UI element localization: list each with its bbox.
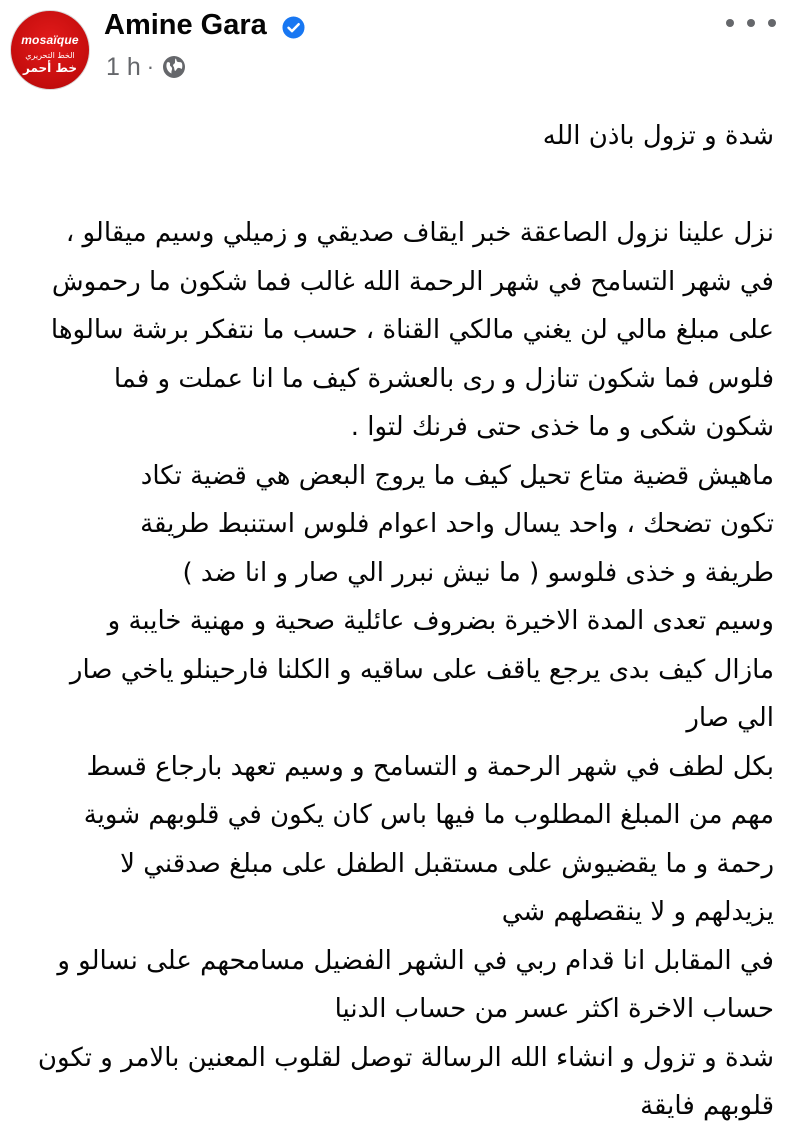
avatar-brand-logo: mosaïque: [21, 33, 79, 47]
verified-badge-icon: [282, 16, 305, 39]
avatar-tagline-bold: خط أحمر: [23, 61, 77, 75]
post-line: يزيدلهم و لا ينقصلهم شي: [501, 897, 774, 927]
post-line: طريفة و خذى فلوسو ( ما نيش نبرر الي صار و انا ضد ): [182, 557, 774, 588]
post-line: تكون تضحك ، واحد يسال واحد اعوام فلوس استنبط طريقة: [140, 509, 774, 539]
post-meta: [106, 52, 186, 82]
more-options-button[interactable]: [726, 8, 776, 38]
post-line: نزل علينا نزول الصاعقة خبر ايقاف صديقي و زميلي وسيم ميقالو ،: [65, 218, 774, 248]
avatar-tagline: الخط التحريري: [25, 51, 75, 60]
post-line: في شهر التسامح في شهر الرحمة الله غالب فما شكون ما رحموش: [51, 266, 774, 297]
post-line: الي صار: [686, 703, 774, 733]
post-line: وسيم تعدى المدة الاخيرة بضروف عائلية صحية و مهنية خايبة و: [107, 606, 774, 636]
post-title: شدة و تزول باذن الله: [542, 121, 774, 151]
post-line: مازال كيف بدى يرجع ياقف على ساقيه و الكلنا فارحينلو ياخي صار: [69, 654, 774, 685]
post-line: شكون شكى و ما خذى حتى فرنك لتوا .: [350, 412, 774, 442]
post-line: فلوس فما شكون تنازل و رى بالعشرة كيف ما انا عملت و فما: [113, 363, 774, 394]
post-line: بكل لطف في شهر الرحمة و التسامح و وسيم تعهد بارجاع قسط: [86, 751, 774, 782]
more-options-icon: [747, 19, 755, 27]
post-line: شدة و تزول و انشاء الله الرسالة توصل لقلوب المعنين بالامر و تكون: [37, 1042, 774, 1073]
post-line: مهم من المبلغ المطلوب ما فيها باس كان يكون في قلوبهم شوية: [83, 800, 774, 830]
post-timestamp[interactable]: 1 h: [106, 52, 141, 81]
more-options-icon: [768, 19, 776, 27]
post-line: على مبلغ مالي لن يغني مالكي القناة ، حسب ما نتفكر برشة سالوها: [50, 315, 774, 345]
avatar[interactable]: [10, 10, 90, 90]
meta-separator: ·: [146, 54, 155, 79]
post-body: [14, 112, 774, 1131]
post-line: قلوبهم فايقة: [640, 1091, 774, 1121]
more-options-icon: [726, 19, 734, 27]
globe-icon[interactable]: [162, 55, 186, 79]
post-line: حساب الاخرة اكثر عسر من حساب الدنيا: [334, 994, 774, 1024]
post-line: رحمة و ما يقضيوش على مستقبل الطفل على مبلغ صدقني لا: [120, 848, 774, 879]
post-header: [0, 0, 800, 100]
post-line: ماهيش قضية متاع تحيل كيف ما يروج البعض هي قضية تكاد: [140, 460, 774, 491]
post-line: في المقابل انا قدام ربي في الشهر الفضيل مسامحهم على نسالو و: [57, 945, 774, 976]
author-name[interactable]: Amine Gara: [104, 9, 267, 41]
